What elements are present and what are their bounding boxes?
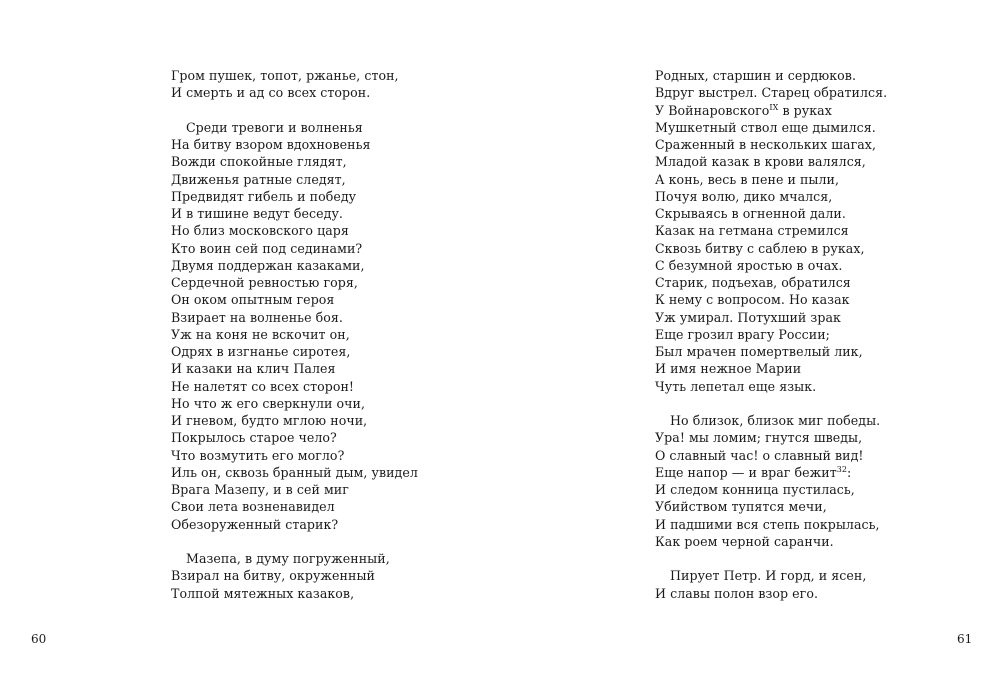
verse-text: Среди тревоги и волненья: [186, 119, 363, 135]
verse-text: Одрях в изгнанье сиротея,: [171, 344, 351, 359]
verse-line: [171, 343, 418, 360]
verse-line: [655, 498, 887, 515]
verse-text: И гневом, будто мглою ночи,: [171, 413, 368, 428]
stanza-break: [655, 550, 887, 567]
verse-text: Мушкетный ствол еще дымился.: [655, 119, 876, 135]
verse-text: Обезоруженный старик?: [171, 516, 339, 532]
verse-text-continued: в руках: [778, 102, 832, 118]
verse-line: [171, 378, 418, 395]
verse-text: Но близок, близок миг победы.: [670, 413, 881, 428]
right-page: [500, 0, 1000, 676]
verse-text: Убийством тупятся мечи,: [655, 499, 827, 515]
verse-text: Казак на гетмана стремился: [655, 223, 849, 239]
verse-text: И казаки на клич Палея: [171, 361, 336, 377]
verse-line: [171, 498, 418, 515]
verse-text: Еще напор — и враг бежит: [655, 464, 837, 480]
verse-line: [171, 119, 418, 136]
verse-text: Не налетят со всех сторон!: [171, 378, 355, 394]
verse-text: И следом конница пустилась,: [655, 482, 855, 497]
verse-line: [655, 464, 887, 481]
verse-line: [171, 481, 418, 498]
verse-line: [171, 257, 418, 274]
verse-line: [171, 360, 418, 377]
verse-text: Как роем черной саранчи.: [655, 533, 834, 549]
page-number-right: 61: [957, 632, 973, 646]
footnote-marker: IX: [769, 102, 779, 112]
verse-text-continued: :: [847, 464, 852, 480]
verse-text: Врага Мазепу, и в сей миг: [171, 482, 349, 497]
verse-line: [171, 84, 418, 101]
verse-line: [655, 153, 887, 170]
verse-line: [655, 171, 887, 188]
verse-line: [655, 585, 887, 602]
verse-text: Взирает на волненье боя.: [171, 309, 343, 325]
verse-text: Он оком опытным героя: [171, 292, 335, 308]
verse-line: [655, 567, 887, 584]
verse-line: [171, 429, 418, 446]
verse-line: [171, 585, 418, 602]
verse-text: И славы полон взор его.: [655, 585, 819, 601]
verse-line: [171, 412, 418, 429]
verse-line: [655, 360, 887, 377]
verse-text: Двумя поддержан казаками,: [171, 257, 365, 273]
verse-text: Но что ж его сверкнули очи,: [171, 395, 366, 411]
verse-line: [171, 291, 418, 308]
verse-text: Взирал на битву, окруженный: [171, 568, 375, 584]
verse-line: [171, 240, 418, 257]
verse-text: И имя нежное Марии: [655, 361, 802, 377]
right-poem-column: [655, 67, 887, 602]
verse-line: [171, 326, 418, 343]
page-number-left: 60: [31, 632, 47, 646]
verse-text: А конь, весь в пене и пыли,: [655, 171, 840, 187]
verse-text: Вожди спокойные глядят,: [171, 154, 347, 170]
verse-text: Пирует Петр. И горд, и ясен,: [670, 568, 867, 584]
verse-line: [171, 567, 418, 584]
verse-line: [655, 205, 887, 222]
verse-text: Уж умирал. Потухший зрак: [655, 309, 841, 325]
verse-text: Сраженный в нескольких шагах,: [655, 137, 877, 152]
verse-line: [171, 153, 418, 170]
verse-line: [655, 481, 887, 498]
verse-text: С безумной яростью в очах.: [655, 257, 843, 273]
verse-text: Толпой мятежных казаков,: [171, 585, 355, 601]
verse-text: Кто воин сей под сединами?: [171, 240, 363, 256]
verse-line: [655, 257, 887, 274]
verse-line: [171, 222, 418, 239]
verse-text: Старик, подъехав, обратился: [655, 275, 851, 290]
verse-text: И падшими вся степь покрылась,: [655, 516, 880, 532]
verse-text: Почуя волю, дико мчался,: [655, 188, 833, 204]
verse-line: [655, 533, 887, 550]
verse-line: [171, 205, 418, 222]
verse-text: Еще грозил врагу России;: [655, 326, 830, 342]
verse-line: [655, 222, 887, 239]
verse-text: Ура! мы ломим; гнутся шведы,: [655, 430, 863, 446]
verse-text: Скрываясь в огненной дали.: [655, 206, 846, 221]
verse-text: Что возмутить его могло?: [171, 447, 345, 463]
verse-text: Свои лета возненавидел: [171, 499, 335, 515]
verse-line: [171, 516, 418, 533]
verse-line: [655, 429, 887, 446]
verse-line: [655, 84, 887, 101]
verse-line: [171, 447, 418, 464]
verse-text: К нему с вопросом. Но казак: [655, 292, 850, 308]
verse-line: [171, 309, 418, 326]
verse-line: [171, 395, 418, 412]
verse-line: [171, 188, 418, 205]
verse-text: И смерть и ад со всех сторон.: [171, 85, 371, 101]
verse-text: На битву взором вдохновенья: [171, 137, 371, 152]
verse-line: [655, 274, 887, 291]
verse-text: Гром пушек, топот, ржанье, стон,: [171, 68, 399, 83]
verse-line: [171, 464, 418, 481]
verse-line: [655, 309, 887, 326]
verse-line: [655, 136, 887, 153]
verse-text: Был мрачен помертвелый лик,: [655, 344, 863, 359]
verse-line: [655, 240, 887, 257]
verse-line: [171, 67, 418, 84]
verse-line: [171, 136, 418, 153]
stanza-break: [171, 533, 418, 550]
verse-text: Младой казак в крови валялся,: [655, 154, 866, 170]
verse-line: [655, 412, 887, 429]
verse-text: Предвидят гибель и победу: [171, 188, 357, 204]
stanza-break: [171, 102, 418, 119]
verse-text: Но близ московского царя: [171, 223, 349, 239]
verse-line: [655, 447, 887, 464]
verse-line: [655, 119, 887, 136]
verse-line: [655, 516, 887, 533]
verse-text: У Войнаровского: [655, 102, 770, 118]
verse-text: Родных, старшин и сердюков.: [655, 68, 857, 83]
verse-line: [171, 171, 418, 188]
verse-text: О славный час! о славный вид!: [655, 447, 864, 463]
left-poem-column: [171, 67, 418, 602]
verse-line: [171, 550, 418, 567]
verse-text: Иль он, сквозь бранный дым, увидел: [171, 464, 418, 480]
verse-line: [655, 102, 887, 119]
verse-text: Движенья ратные следят,: [171, 171, 346, 187]
verse-text: Сердечной ревностью горя,: [171, 275, 358, 290]
stanza-break: [655, 395, 887, 412]
verse-line: [655, 67, 887, 84]
verse-text: Покрылось старое чело?: [171, 430, 337, 446]
verse-text: Сквозь битву с саблею в руках,: [655, 240, 865, 256]
verse-line: [655, 291, 887, 308]
verse-text: Уж на коня не вскочит он,: [171, 326, 350, 342]
verse-line: [655, 343, 887, 360]
verse-line: [655, 188, 887, 205]
verse-line: [655, 326, 887, 343]
verse-text: Чуть лепетал еще язык.: [655, 378, 817, 394]
verse-text: И в тишине ведут беседу.: [171, 206, 343, 221]
verse-text: Мазепа, в думу погруженный,: [186, 551, 390, 566]
verse-line: [655, 378, 887, 395]
verse-text: Вдруг выстрел. Старец обратился.: [655, 85, 888, 101]
verse-line: [171, 274, 418, 291]
footnote-marker: 32: [836, 464, 848, 474]
